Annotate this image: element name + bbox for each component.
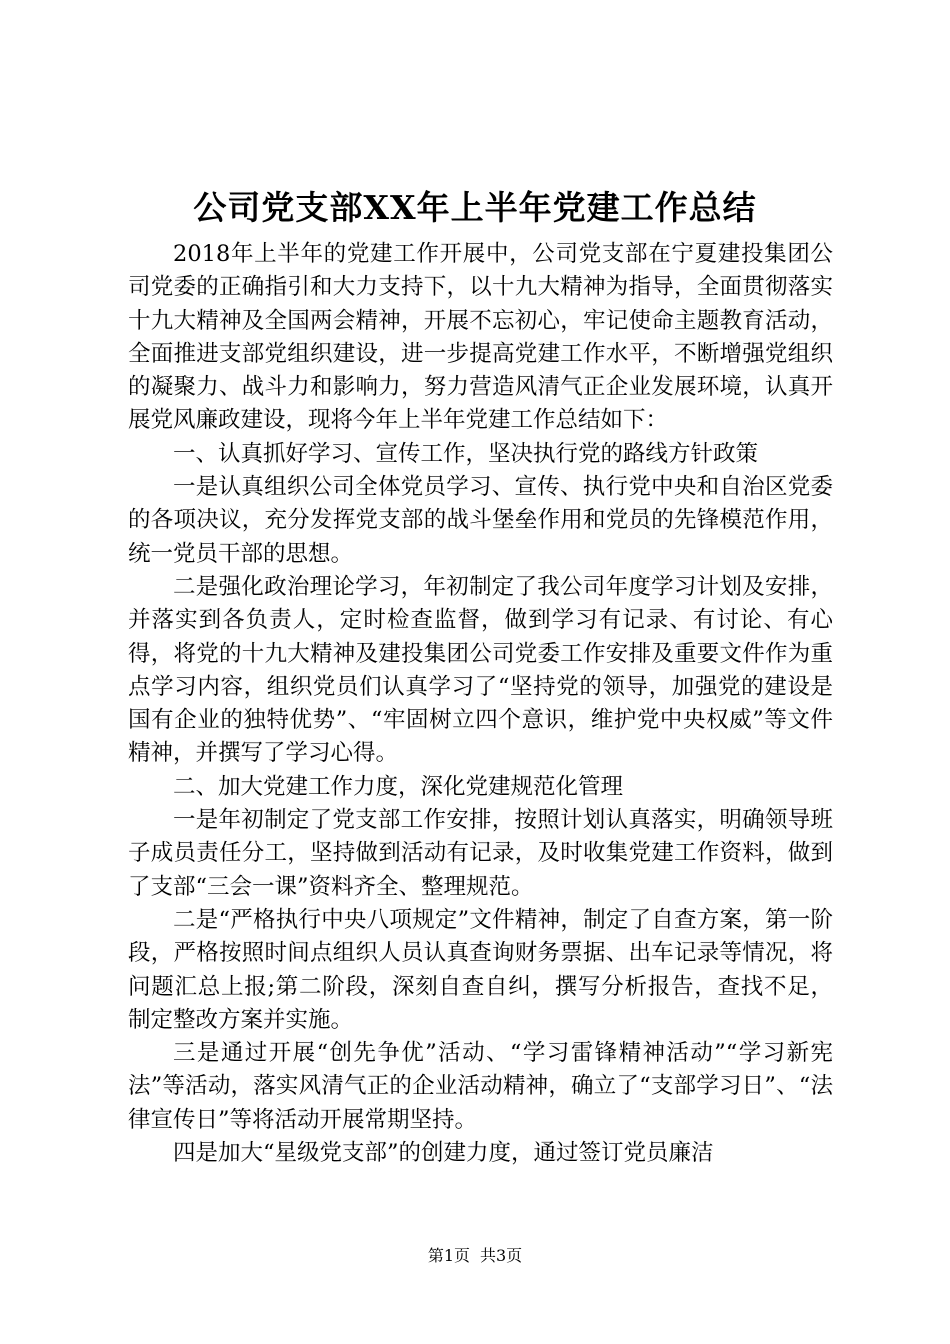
page-total: 共3页 bbox=[480, 1246, 523, 1265]
section-heading-1: 一、认真抓好学习、宣传工作，坚决执行党的路线方针政策 bbox=[173, 440, 759, 467]
page-number: 第1页 bbox=[427, 1246, 470, 1265]
body-paragraph: 二是“严格执行中央八项规定”文件精神，制定了自查方案，第一阶段，严格按照时间点组织人员认真查询财务票据、出车记录等情况，将问题汇总上报;第二阶段，深刻自查自纠，撰写分析报告，查找不足，制定整改方案并实施。 bbox=[128, 906, 833, 1033]
body-paragraph: 二是强化政治理论学习，年初制定了我公司年度学习计划及安排，并落实到各负责人，定时检查监督，做到学习有记录、有讨论、有心得，将党的十九大精神及建投集团公司党委工作安排及重要文件作为重点学习内容，组织党员们认真学习了“坚持党的领导，加强党的建设是国有企业的独特优势”、“牢固树立四个意识，维护党中央权威”等文件精神，并撰写了学习心得。 bbox=[128, 573, 833, 767]
intro-paragraph: 2018年上半年的党建工作开展中，公司党支部在宁夏建投集团公司党委的正确指引和大力支持下，以十九大精神为指导，全面贯彻落实十九大精神及全国两会精神，开展不忘初心，牢记使命主题教育活动，全面推进支部党组织建设，进一步提高党建工作水平，不断增强党组织的凝聚力、战斗力和影响力，努力营造风清气正企业发展环境，认真开展党风廉政建设，现将今年上半年党建工作总结如下： bbox=[128, 241, 833, 434]
section-heading-2: 二、加大党建工作力度，深化党建规范化管理 bbox=[173, 773, 624, 800]
body-paragraph: 一是认真组织公司全体党员学习、宣传、执行党中央和自治区党委的各项决议，充分发挥党支部的战斗堡垒作用和党员的先锋模范作用，统一党员干部的思想。 bbox=[128, 474, 833, 567]
page-footer bbox=[0, 1246, 950, 1266]
document-body bbox=[128, 238, 833, 1170]
body-paragraph: 四是加大“星级党支部”的创建力度，通过签订党员廉洁 bbox=[173, 1140, 714, 1167]
document-title: 公司党支部XX年上半年党建工作总结 bbox=[193, 188, 757, 227]
body-paragraph: 一是年初制定了党支部工作安排，按照计划认真落实，明确领导班子成员责任分工，坚持做到活动有记录，及时收集党建工作资料，做到了支部“三会一课”资料齐全、整理规范。 bbox=[128, 807, 833, 900]
body-paragraph: 三是通过开展“创先争优”活动、“学习雷锋精神活动”“学习新宪法”等活动，落实风清气正的企业活动精神，确立了“支部学习日”、“法律宣传日”等将活动开展常期坚持。 bbox=[128, 1040, 833, 1133]
